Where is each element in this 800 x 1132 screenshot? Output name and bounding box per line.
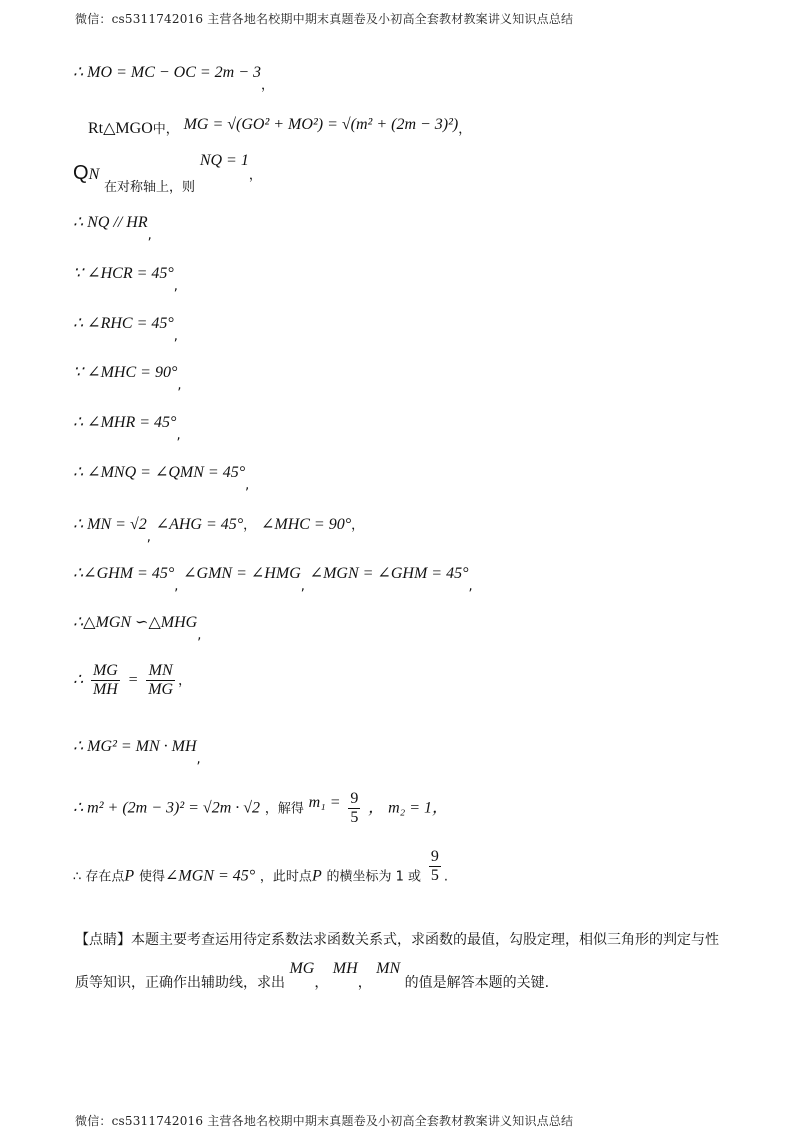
- eq-ghm: ∴∠GHM = 45°, ∠GMN = ∠HMG, ∠MGN = ∠GHM = 45°,: [73, 565, 473, 594]
- eq-conclusion: ∴ 存在点P 使得∠MGN = 45° ，此时点P 的横坐标为 1 或 $\frac{9}{5}$ .: [73, 848, 448, 885]
- eq-similar: ∴△MGN ∽△MHG,: [73, 614, 202, 643]
- eq-mnq: ∴ ∠MNQ = ∠QMN = 45°,: [73, 464, 250, 493]
- eq-mhr: ∴ ∠MHR = 45°,: [73, 414, 181, 443]
- eq-mn: ∴ MN = √2, ∠AHG = 45°， ∠MHC = 90°，: [73, 516, 365, 545]
- eq-mhc: ∵ ∠MHC = 90°,: [73, 364, 182, 393]
- eq-hcr: ∵ ∠HCR = 45°,: [73, 265, 178, 294]
- eq-mg: Rt△MGO中， MG = √(GO² + MO²) = √(m² + (2m − 3)²)，: [88, 116, 472, 137]
- eq-solve: ∴ m² + (2m − 3)² = √2m · √2 ，解得 m₁ = $\frac{9}{5}$ ， m₂ = 1，: [73, 790, 449, 826]
- key-point-line2: 质等知识，正确作出辅助线，求出 MG， MH， MN 的值是解答本题的关键.: [75, 960, 550, 991]
- eq-rhc: ∴ ∠RHC = 45°,: [73, 315, 178, 344]
- eq-ratio: ∴ $\frac{MG}{MH}$ = $\frac{MN}{MG}$ ，: [73, 662, 192, 698]
- page-footer: 微信：cs5311742016 主营各地名校期中期末真题卷及小初高全套教材教案讲义知识点总结: [75, 1114, 574, 1128]
- eq-nq: QN 在对称轴上，则 NQ = 1，: [73, 152, 262, 195]
- eq-mo: ∴ MO = MC − OC = 2m − 3，: [73, 64, 275, 93]
- eq-mg-squared: ∴ MG² = MN · MH,: [73, 738, 201, 767]
- eq-parallel: ∴ NQ // HR,: [73, 214, 152, 243]
- page-header: 微信：cs5311742016 主营各地名校期中期末真题卷及小初高全套教材教案讲义知识点总结: [75, 12, 574, 26]
- key-point-line1: 【点睛】本题主要考查运用待定系数法求函数关系式，求函数的最值，勾股定理，相似三角形的判定与性: [75, 932, 719, 948]
